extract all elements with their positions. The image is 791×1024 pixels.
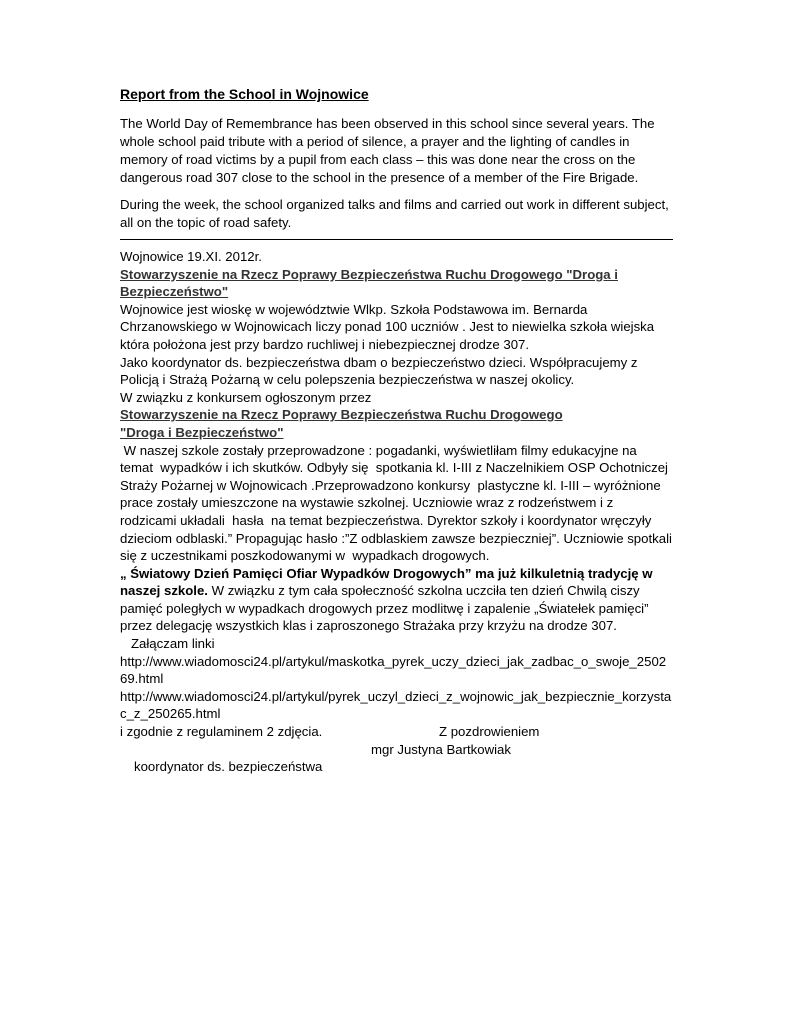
- signer-row: [120, 741, 673, 759]
- signer-role: koordynator ds. bezpieczeństwa: [134, 759, 323, 775]
- role-row: [120, 758, 673, 776]
- remembrance-day-text: W związku z tym cała społeczność szkolna uczciła ten dzień Chwilą ciszy pamięć poległych w wypadkach drogowych przez modlitwę i zapalenie „Światełek pamięci” przez delegację wszystkich klas i zaproszonego Strażaka przy krzyżu na drodze 307.: [120, 583, 649, 634]
- organization-name-1: Stowarzyszenie na Rzecz Poprawy Bezpieczeństwa Ruchu Drogowego "Droga i Bezpieczeństwo": [120, 266, 618, 300]
- photos-note: i zgodnie z regulaminem 2 zdjęcia.: [120, 724, 323, 740]
- article-link-2[interactable]: http://www.wiadomosci24.pl/artykul/pyrek_uczyl_dzieci_z_wojnowic_jak_bezpiecznie_korzystac_z_250265.html: [120, 688, 672, 722]
- polish-paragraph-2: Jako koordynator ds. bezpieczeństwa dbam o bezpieczeństwo dzieci. Współpracujemy z Policją i Strażą Pożarną w celu polepszenia bezpieczeństwa w naszej okolicy.: [120, 354, 638, 388]
- polish-paragraph-4: W naszej szkole zostały przeprowadzone : pogadanki, wyświetliłam filmy edukacyjne na temat wypadków i ich skutków. Odbyły się spotkania kl. I-III z Naczelnikiem OSP Ochotniczej Straży Pożarnej w Wojnowicach .Przeprowadzono konkursy plastyczne kl. I-III – wyróżnione prace zostały umieszczone na wystawie szkolnej. Uczniowie wraz z rodzeństwem i z rodzicami układali hasła na temat bezpieczeństwa. Dyrektor szkoły i koordynator wręczyły dzieciom odblaski.” Propagując hasło :”Z odblaskiem zawsze bezpieczniej”. Uczniowie spotkali się z uczestnikami poszkodowanymi w wypadkach drogowych.: [120, 442, 676, 564]
- letter-date: Wojnowice 19.XI. 2012r.: [120, 249, 262, 264]
- signer-name: mgr Justyna Bartkowiak: [371, 741, 511, 757]
- english-paragraph-1: The World Day of Remembrance has been observed in this school since several years. The whole school paid tribute with a period of silence, a prayer and the lighting of candles in memory of road victims by a pupil from each class – this was done near the cross on the dangerous road 307 close to the school in the presence of a member of the Fire Brigade.: [120, 116, 655, 185]
- article-link-1[interactable]: http://www.wiadomosci24.pl/artykul/maskotka_pyrek_uczy_dzieci_jak_zadbac_o_swoje_250269.html: [120, 653, 667, 687]
- remembrance-day-heading: „ Światowy Dzień Pamięci Ofiar Wypadków Drogowych” ma już kilkuletnią tradycję w naszej szkole.: [120, 565, 653, 599]
- polish-paragraph-3: W związku z konkursem ogłoszonym przez: [120, 389, 372, 405]
- photos-greeting-row: [120, 723, 673, 741]
- attachments-label: Załączam linki: [120, 636, 215, 652]
- report-title: Report from the School in Wojnowice: [120, 86, 369, 102]
- polish-paragraph-5: [120, 565, 673, 635]
- greeting: Z pozdrowieniem: [439, 724, 540, 740]
- document-page: [120, 86, 676, 776]
- organization-name-2-line-2: "Droga i Bezpieczeństwo": [120, 424, 284, 440]
- horizontal-divider: [120, 239, 673, 240]
- polish-paragraph-1: Wojnowice jest wioskę w województwie Wlkp. Szkoła Podstawowa im. Bernarda Chrzanowskiego w Wojnowicach liczy ponad 100 uczniów . Jest to niewielka szkoła wiejska która położona jest przy bardzo ruchliwej i niebezpiecznej drodze 307.: [120, 301, 655, 352]
- english-paragraph-2: During the week, the school organized talks and films and carried out work in different subject, all on the topic of road safety.: [120, 197, 669, 230]
- organization-name-2-line-1: Stowarzyszenie na Rzecz Poprawy Bezpieczeństwa Ruchu Drogowego: [120, 407, 563, 423]
